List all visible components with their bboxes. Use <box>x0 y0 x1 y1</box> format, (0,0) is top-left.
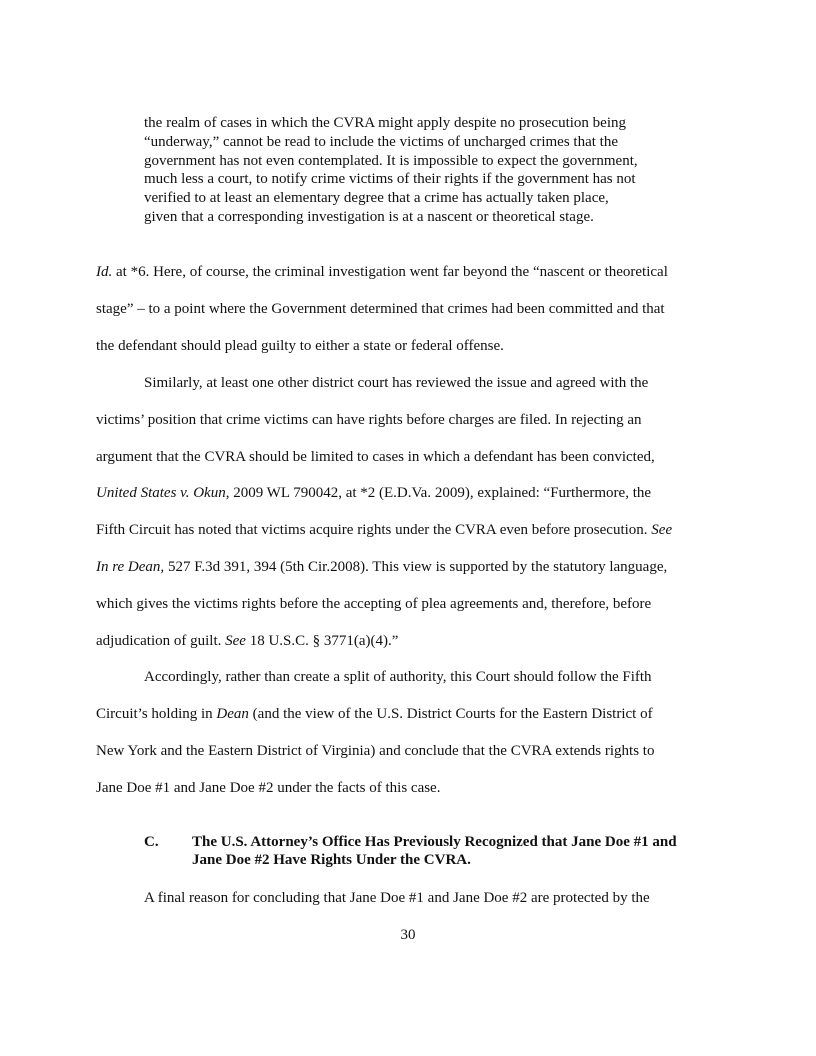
quote-line: government has not even contemplated. It is impossible to expect the government, <box>144 152 638 169</box>
body-line: which gives the victims rights before the accepting of plea agreements and, therefore, before <box>96 596 652 612</box>
body-text: adjudication of guilt. <box>96 633 226 649</box>
citation-id: Id. <box>96 264 113 280</box>
case-name: Dean <box>216 706 249 722</box>
body-text: 18 U.S.C. § 3771(a)(4).” <box>245 633 399 649</box>
section-number: C. <box>144 834 159 850</box>
quote-line: much less a court, to notify crime victims of their rights if the government has not <box>144 171 636 188</box>
case-name: In re Dean, <box>96 559 165 575</box>
body-line <box>96 705 653 723</box>
body-line <box>96 558 667 576</box>
section-title-line: The U.S. Attorney’s Office Has Previously Recognized that Jane Doe #1 and <box>192 834 677 850</box>
signal-see: See <box>651 522 673 538</box>
body-line <box>96 484 651 502</box>
body-line: A final reason for concluding that Jane Doe #1 and Jane Doe #2 are protected by the <box>144 890 650 906</box>
body-text: (and the view of the U.S. District Courts for the Eastern District of <box>248 706 653 722</box>
body-line: victims’ position that crime victims can have rights before charges are filed. In rejecting an <box>96 412 642 428</box>
body-text: Fifth Circuit has noted that victims acquire rights under the CVRA even before prosecution. <box>96 522 652 538</box>
block-quote <box>144 114 684 227</box>
section-title <box>192 833 732 869</box>
body-text: , 2009 WL 790042, at *2 (E.D.Va. 2009), explained: “Furthermore, the <box>225 485 652 501</box>
body-text: 527 F.3d 391, 394 (5th Cir.2008). This view is supported by the statutory language, <box>164 559 668 575</box>
body-line: Jane Doe #1 and Jane Doe #2 under the facts of this case. <box>96 780 441 796</box>
case-name: United States v. Okun <box>96 485 226 501</box>
body-text: at *6. Here, of course, the criminal investigation went far beyond the “nascent or theoretical <box>112 264 668 280</box>
body-line: Similarly, at least one other district court has reviewed the issue and agreed with the <box>144 375 649 391</box>
body-line: stage” – to a point where the Government determined that crimes had been committed and that <box>96 301 665 317</box>
page-number: 30 <box>400 927 416 943</box>
body-line: argument that the CVRA should be limited to cases in which a defendant has been convicted, <box>96 449 655 465</box>
section-title-line: Jane Doe #2 Have Rights Under the CVRA. <box>192 852 471 868</box>
quote-line: verified to at least an elementary degree that a crime has actually taken place, <box>144 190 609 207</box>
body-line <box>96 263 668 281</box>
signal-see: See <box>225 633 246 649</box>
body-text: Circuit’s holding in <box>96 706 217 722</box>
quote-line: “underway,” cannot be read to include the victims of uncharged crimes that the <box>144 133 618 150</box>
body-line <box>96 521 672 539</box>
quote-line: given that a corresponding investigation is at a nascent or theoretical stage. <box>144 208 594 225</box>
body-line: Accordingly, rather than create a split of authority, this Court should follow the Fifth <box>144 669 652 685</box>
quote-line: the realm of cases in which the CVRA might apply despite no prosecution being <box>144 115 626 131</box>
body-line <box>96 632 398 650</box>
body-line: the defendant should plead guilty to either a state or federal offense. <box>96 338 504 354</box>
body-line: New York and the Eastern District of Virginia) and conclude that the CVRA extends rights to <box>96 743 655 759</box>
